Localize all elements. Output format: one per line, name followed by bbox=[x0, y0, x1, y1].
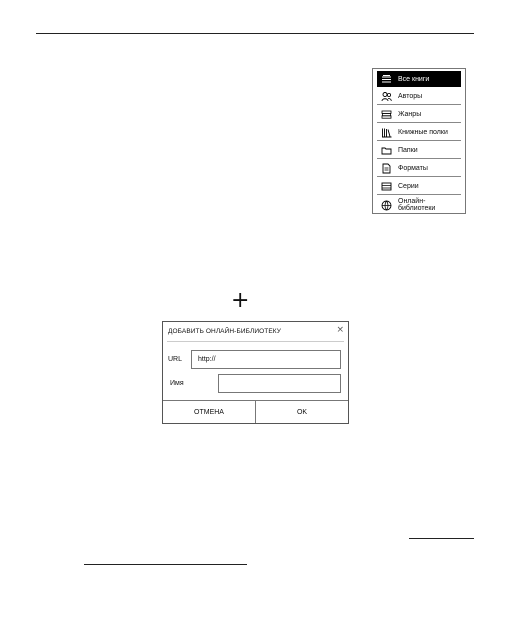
underline-rule bbox=[409, 538, 474, 539]
dialog-divider bbox=[167, 341, 344, 342]
url-label: URL bbox=[168, 356, 183, 363]
plus-icon[interactable]: + bbox=[231, 288, 250, 313]
menu-item-authors[interactable] bbox=[377, 89, 461, 105]
dialog-buttons bbox=[163, 400, 348, 423]
menu-item-series[interactable] bbox=[377, 179, 461, 195]
menu-item-folders[interactable] bbox=[377, 143, 461, 159]
folder-icon bbox=[381, 145, 392, 156]
menu-item-label: Серии bbox=[398, 183, 419, 190]
menu-item-genres[interactable] bbox=[377, 107, 461, 123]
menu-item-label: Все книги bbox=[398, 75, 430, 83]
menu-item-label: Книжные полки bbox=[398, 129, 448, 136]
formats-icon bbox=[381, 163, 392, 174]
menu-item-label: Папки bbox=[398, 147, 418, 154]
menu-item-bookshelves[interactable] bbox=[377, 125, 461, 141]
menu-item-label: Авторы bbox=[398, 93, 423, 100]
series-icon bbox=[381, 181, 392, 192]
authors-icon bbox=[381, 91, 392, 102]
url-input[interactable]: http:// bbox=[191, 350, 341, 369]
menu-item-label: Онлайн-библиотеки bbox=[398, 198, 436, 212]
close-icon[interactable]: × bbox=[336, 325, 344, 335]
menu-item-label: Форматы bbox=[398, 165, 428, 172]
menu-item-label: Жанры bbox=[398, 111, 422, 118]
online-library-icon bbox=[381, 200, 392, 211]
cancel-button[interactable]: ОТМЕНА bbox=[194, 408, 224, 416]
library-menu bbox=[372, 68, 466, 214]
add-online-library-dialog bbox=[162, 321, 349, 424]
name-input[interactable] bbox=[218, 374, 341, 393]
menu-item-all-books[interactable] bbox=[377, 71, 461, 87]
menu-item-online-libraries[interactable] bbox=[377, 197, 461, 213]
underline-rule bbox=[84, 564, 247, 565]
all-books-icon bbox=[381, 74, 392, 85]
top-rule bbox=[36, 33, 474, 34]
dialog-title: ДОБАВИТЬ ОНЛАЙН-БИБЛИОТЕКУ bbox=[168, 328, 281, 335]
menu-item-formats[interactable] bbox=[377, 161, 461, 177]
ok-button[interactable]: OK bbox=[255, 401, 348, 423]
bookshelf-icon bbox=[381, 127, 392, 138]
genres-icon bbox=[381, 109, 392, 120]
name-label: Имя bbox=[170, 380, 184, 387]
